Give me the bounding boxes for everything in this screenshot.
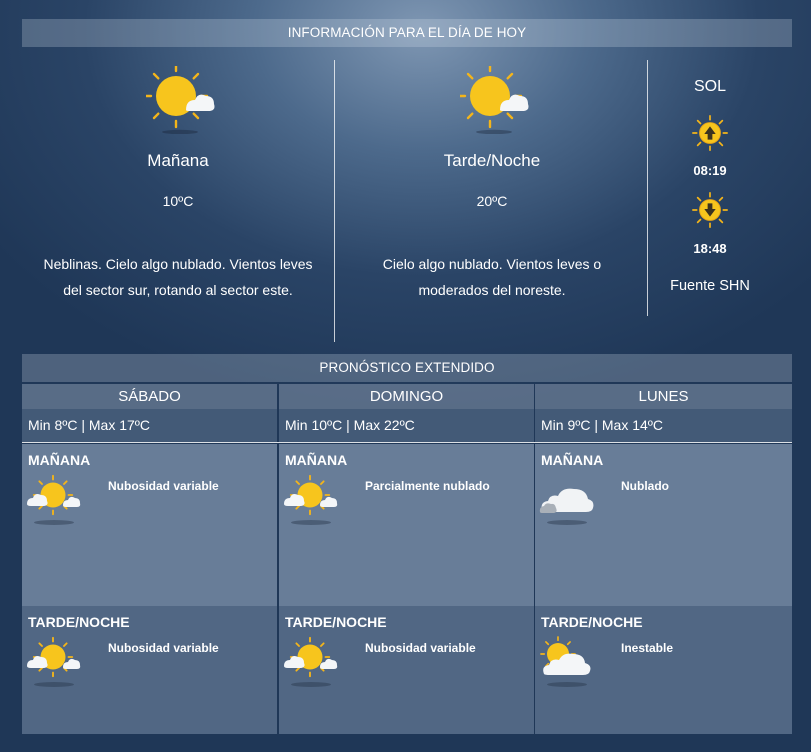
sun-cloud-icon (460, 66, 530, 134)
today-morning-desc: Neblinas. Cielo algo nublado. Vientos leves del sector sur, rotando al sector este. (43, 256, 313, 298)
day-name: DOMINGO (279, 384, 534, 409)
source-label: Fuente SHN (670, 278, 750, 294)
evening-block (279, 606, 534, 734)
divider (647, 60, 648, 316)
morning-block (535, 444, 792, 606)
block-title: MAÑANA (28, 452, 91, 468)
sunrise-icon (691, 114, 729, 152)
icon-shadow (291, 520, 331, 525)
sun-cloud-icon (282, 636, 338, 680)
day-minmax: Min 10ºC | Max 22ºC (279, 409, 534, 442)
icon-shadow (547, 520, 587, 525)
icon-shadow (34, 682, 74, 687)
block-title: TARDE/NOCHE (285, 614, 387, 630)
today-evening-title: Tarde/Noche (443, 151, 541, 170)
block-title: TARDE/NOCHE (541, 614, 643, 630)
sunrise-time: 08:19 (693, 163, 727, 178)
today-evening-temp: 20ºC (476, 193, 508, 209)
today-evening-desc: Cielo algo nublado. Vientos leves o moderados del noreste. (382, 256, 602, 298)
sunset-icon (691, 191, 729, 229)
block-desc: Nubosidad variable (108, 641, 219, 655)
today-morning-title: Mañana (147, 151, 209, 170)
morning-block (279, 444, 534, 606)
sun-cloud-icon (282, 474, 338, 518)
block-desc: Inestable (621, 641, 674, 655)
icon-shadow (547, 682, 587, 687)
sun-label: SOL (693, 78, 726, 95)
sun-cloud-icon (25, 636, 81, 680)
divider (334, 60, 335, 342)
day-minmax: Min 8ºC | Max 17ºC (22, 409, 277, 442)
block-title: MAÑANA (541, 452, 604, 468)
day-minmax: Min 9ºC | Max 14ºC (535, 409, 792, 442)
block-title: MAÑANA (285, 452, 348, 468)
block-desc: Parcialmente nublado (365, 479, 490, 493)
divider (22, 442, 792, 443)
sun-cloud-icon (25, 474, 81, 518)
block-desc: Nublado (621, 479, 669, 493)
today-header: INFORMACIÓN PARA EL DÍA DE HOY (22, 19, 792, 47)
sun-behind-cloud-icon (538, 636, 594, 680)
icon-shadow (291, 682, 331, 687)
extended-header: PRONÓSTICO EXTENDIDO (22, 354, 792, 382)
block-desc: Nubosidad variable (365, 641, 476, 655)
icon-shadow (34, 520, 74, 525)
day-name: SÁBADO (22, 384, 277, 409)
evening-block (22, 606, 277, 734)
cloud-icon (538, 474, 594, 518)
evening-block (535, 606, 792, 734)
block-title: TARDE/NOCHE (28, 614, 130, 630)
sunset-time: 18:48 (693, 241, 727, 256)
morning-block (22, 444, 277, 606)
block-desc: Nubosidad variable (108, 479, 219, 493)
today-morning-temp: 10ºC (162, 193, 194, 209)
day-name: LUNES (535, 384, 792, 409)
sun-cloud-icon (146, 66, 216, 134)
